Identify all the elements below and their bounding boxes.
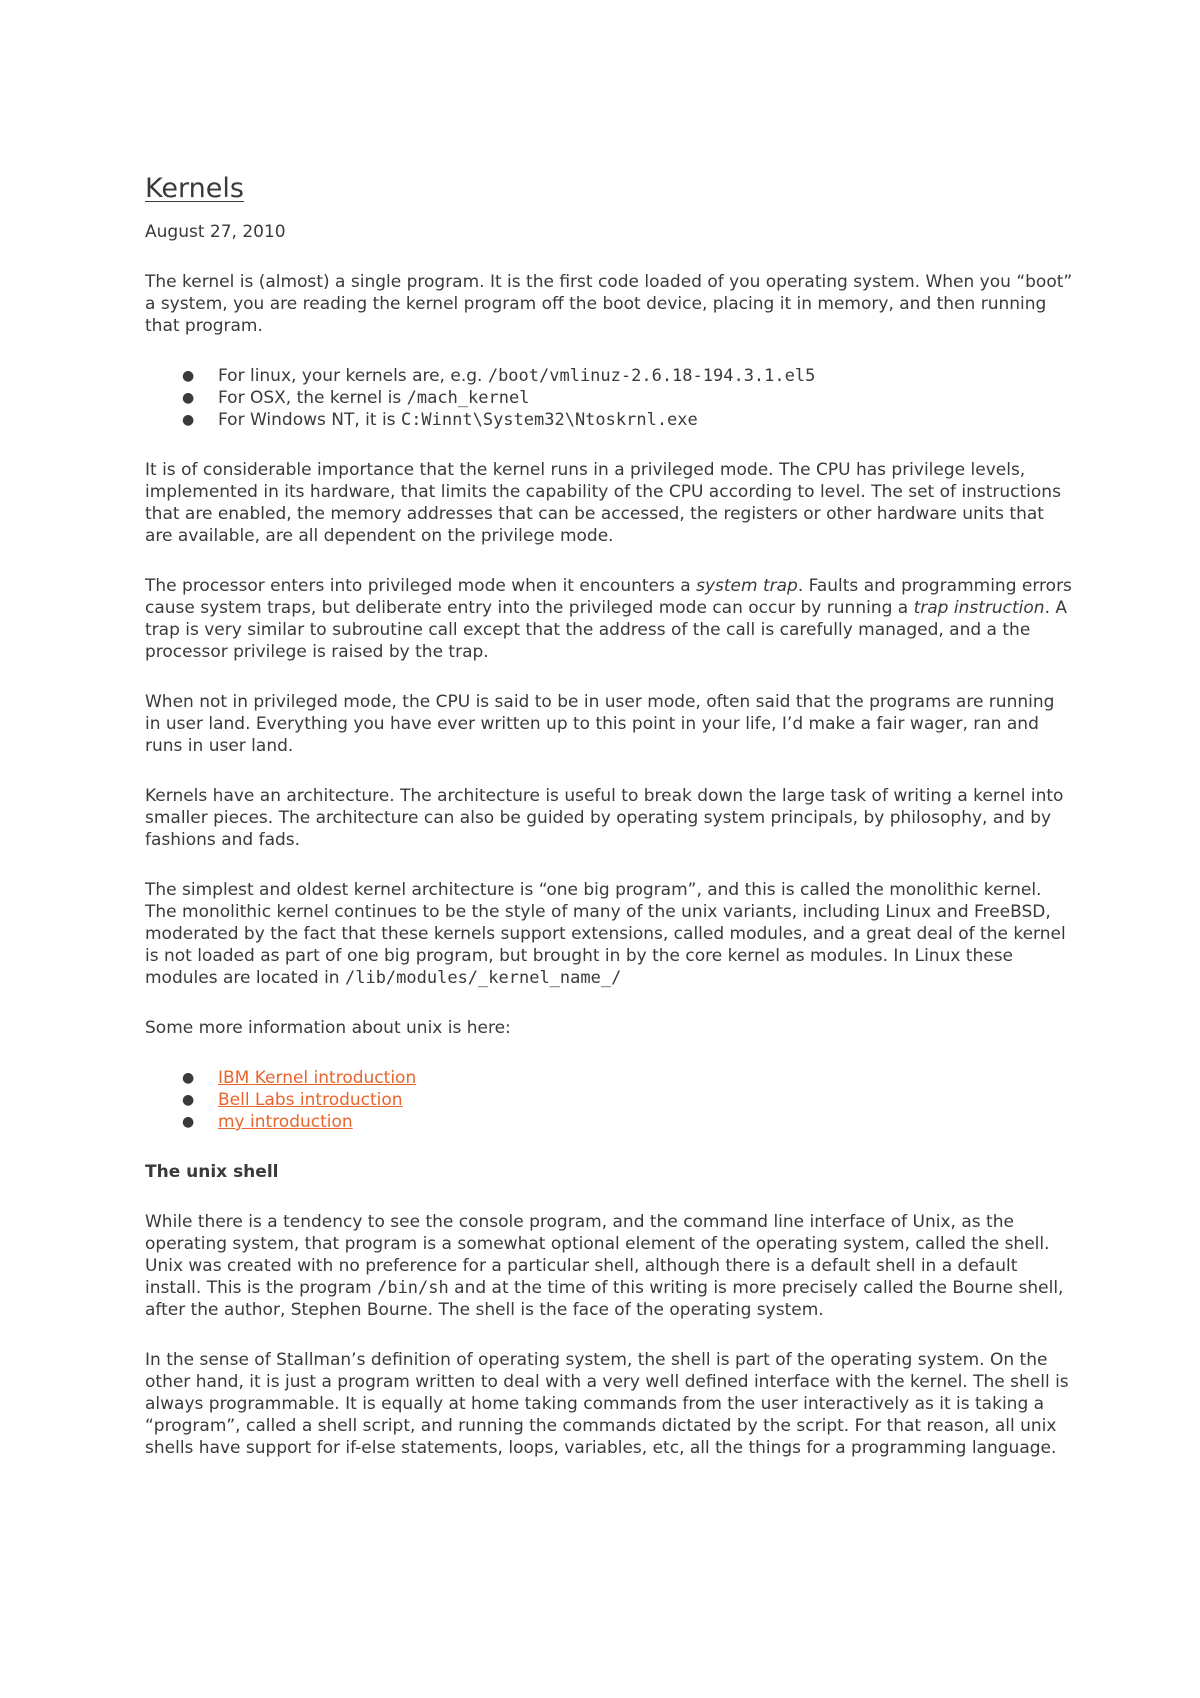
bullet-icon: ● bbox=[182, 412, 195, 428]
my-introduction-link[interactable]: my introduction bbox=[218, 1112, 353, 1132]
document-page bbox=[145, 172, 1075, 1487]
bullet-icon: ● bbox=[182, 368, 195, 384]
bell-labs-link[interactable]: Bell Labs introduction bbox=[218, 1090, 403, 1110]
reference-links-list bbox=[145, 1067, 1075, 1133]
list-item-text: For Windows NT, it is bbox=[218, 410, 401, 430]
list-item bbox=[182, 1089, 1075, 1111]
list-item bbox=[182, 409, 1075, 431]
trap-text-3: . A trap is very similar to subroutine call except that the address of the call is carefully managed, and a the processor privilege is raised by the trap. bbox=[145, 598, 1068, 662]
page-title: Kernels bbox=[145, 173, 244, 204]
modules-path-code: /lib/modules/_kernel_name_/ bbox=[344, 968, 622, 988]
trap-text-1: The processor enters into privileged mode when it encounters a bbox=[145, 576, 697, 596]
shell-text-2: and at the time of this writing is more precisely called the Bourne shell, after the author, Stephen Bourne. The shell is the face of the operating system. bbox=[145, 1278, 1064, 1320]
kernel-path-code: /mach_kernel bbox=[406, 388, 530, 408]
list-item bbox=[182, 1067, 1075, 1089]
intro-paragraph: The kernel is (almost) a single program. It is the first code loaded of you operating system. When you “boot” a system, you are reading the kernel program off the boot device, placing it in memory, and then running that program. bbox=[145, 272, 1073, 336]
shell-paragraph-2: In the sense of Stallman’s definition of operating system, the shell is part of the operating system. On the other hand, it is just a program written to deal with a very well defined interface with the kernel. The shell is always programmable. It is equally at home taking commands from the user interactively as it is taking a “program”, called a shell script, and running the commands dictated by the script. For that reason, all unix shells have support for if-else statements, loops, variables, etc, all the things for a programming language. bbox=[145, 1350, 1069, 1458]
list-item-text: For linux, your kernels are, e.g. bbox=[218, 366, 488, 386]
list-item bbox=[182, 387, 1075, 409]
shell-paragraph-1 bbox=[145, 1211, 1075, 1321]
privileged-mode-paragraph: It is of considerable importance that the kernel runs in a privileged mode. The CPU has privilege levels, implemented in its hardware, that limits the capability of the CPU according to level. The set of instructions that are enabled, the memory addresses that can be accessed, the registers or other hardware units that are available, are all dependent on the privilege mode. bbox=[145, 460, 1061, 546]
kernel-path-code: C:Winnt\System32\Ntoskrnl.exe bbox=[400, 410, 698, 430]
post-date: August 27, 2010 bbox=[145, 222, 286, 242]
bullet-icon: ● bbox=[182, 1070, 195, 1086]
architecture-paragraph: Kernels have an architecture. The architecture is useful to break down the large task of writing a kernel into smaller pieces. The architecture can also be guided by operating system principals, by philosophy, and by fashions and fads. bbox=[145, 786, 1064, 850]
shell-text-1: While there is a tendency to see the console program, and the command line interface of Unix, as the operating system, that program is a somewhat optional element of the operating system, called the shell. Unix was created with no preference for a particular shell, although there is a default shell in a default install. This is the program bbox=[145, 1212, 1050, 1298]
bin-sh-code: /bin/sh bbox=[377, 1278, 449, 1298]
list-item-text: For OSX, the kernel is bbox=[218, 388, 407, 408]
kernel-location-list bbox=[145, 365, 1075, 431]
section-heading-unix-shell: The unix shell bbox=[145, 1162, 279, 1182]
bullet-icon: ● bbox=[182, 1092, 195, 1108]
system-trap-paragraph bbox=[145, 575, 1075, 663]
list-item bbox=[182, 365, 1075, 387]
trap-text-2: . Faults and programming errors cause system traps, but deliberate entry into the privileged mode can occur by running a bbox=[145, 576, 1072, 618]
trap-instruction-term: trap instruction bbox=[913, 598, 1045, 618]
monolithic-text: The simplest and oldest kernel architecture is “one big program”, and this is called the monolithic kernel. The monolithic kernel continues to be the style of many of the unix variants, including Linux and FreeBSD, moderated by the fact that these kernels support extensions, called modules, and a great deal of the kernel is not loaded as part of one big program, but brought in by the core kernel as modules. In Linux these modules are located in bbox=[145, 880, 1066, 988]
monolithic-paragraph bbox=[145, 879, 1075, 989]
kernel-path-code: /boot/vmlinuz-2.6.18-194.3.1.el5 bbox=[487, 366, 816, 386]
ibm-kernel-link[interactable]: IBM Kernel introduction bbox=[218, 1068, 417, 1088]
more-info-paragraph: Some more information about unix is here: bbox=[145, 1018, 511, 1038]
user-mode-paragraph: When not in privileged mode, the CPU is said to be in user mode, often said that the programs are running in user land. Everything you have ever written up to this point in your life, I’d make a fair wager, ran and runs in user land. bbox=[145, 692, 1055, 756]
list-item bbox=[182, 1111, 1075, 1133]
system-trap-term: system trap bbox=[696, 576, 798, 596]
bullet-icon: ● bbox=[182, 1114, 195, 1130]
bullet-icon: ● bbox=[182, 390, 195, 406]
